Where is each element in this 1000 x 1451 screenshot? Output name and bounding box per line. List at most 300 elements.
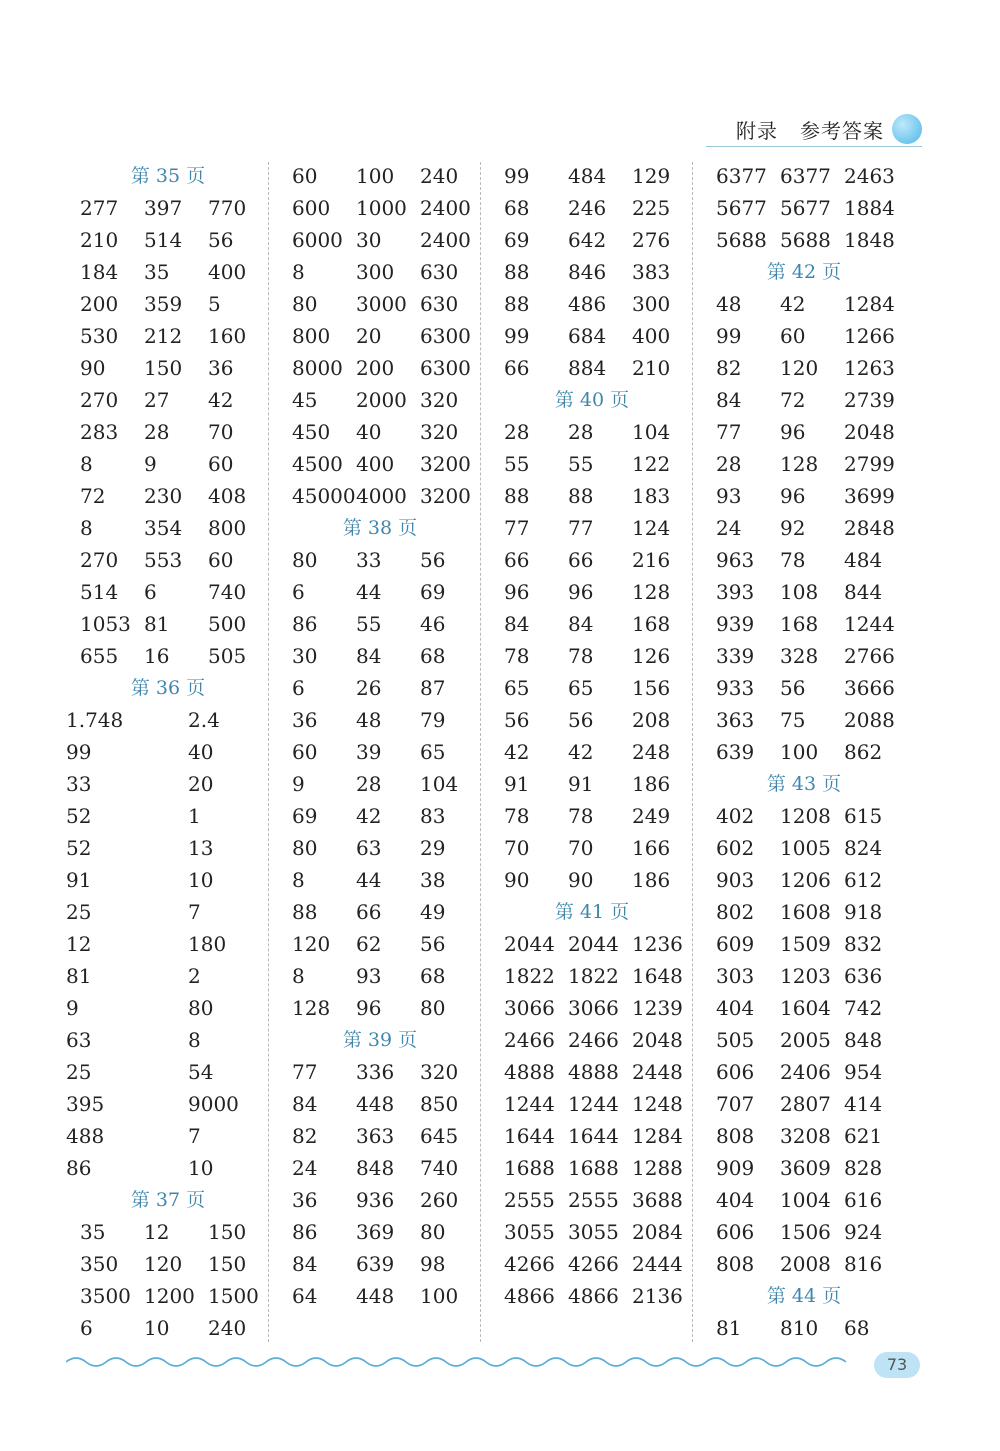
- answer-row: [66, 1056, 256, 1088]
- answer-value: 1244: [844, 612, 895, 636]
- answer-row: [292, 416, 468, 448]
- answer-row: [80, 352, 256, 384]
- answer-value: 78: [568, 804, 594, 828]
- answer-row: [292, 736, 468, 768]
- answer-row: [504, 1216, 683, 1248]
- answer-value: 69: [504, 228, 530, 252]
- answer-row: [504, 256, 680, 288]
- answer-value: 4888: [504, 1060, 555, 1084]
- bottom-wave-decoration: [66, 1352, 866, 1372]
- answer-value: 655: [80, 644, 119, 668]
- answer-value: 3200: [420, 484, 471, 508]
- answer-value: 20: [356, 324, 382, 348]
- answer-value: 530: [80, 324, 119, 348]
- answer-value: 52: [66, 804, 92, 828]
- answer-value: 91: [568, 772, 594, 796]
- answer-value: 1284: [632, 1124, 683, 1148]
- answer-value: 92: [780, 516, 806, 540]
- answer-row: [80, 320, 256, 352]
- answer-value: 70: [568, 836, 594, 860]
- answer-value: 400: [632, 324, 671, 348]
- answer-value: 70: [504, 836, 530, 860]
- answer-value: 77: [568, 516, 594, 540]
- answer-value: 88: [504, 260, 530, 284]
- answer-value: 28: [568, 420, 594, 444]
- answer-value: 484: [568, 164, 607, 188]
- answer-value: 2739: [844, 388, 895, 412]
- answer-value: 2044: [568, 932, 619, 956]
- answer-value: 150: [144, 356, 183, 380]
- answer-value: 505: [208, 644, 247, 668]
- answer-row: [504, 224, 680, 256]
- answer-row: [292, 1056, 468, 1088]
- answer-value: 88: [292, 900, 318, 924]
- answer-row: [716, 192, 895, 224]
- answer-row: [716, 1056, 892, 1088]
- answer-value: 63: [66, 1028, 92, 1052]
- answer-value: 128: [780, 452, 819, 476]
- answer-value: 64: [292, 1284, 318, 1308]
- answer-value: 6: [292, 676, 305, 700]
- answer-value: 1.748: [66, 708, 124, 732]
- answer-value: 36: [208, 356, 234, 380]
- answer-value: 1506: [780, 1220, 831, 1244]
- answer-row: [66, 704, 256, 736]
- answer-value: 10: [188, 1156, 214, 1180]
- answer-value: 918: [844, 900, 883, 924]
- answer-row: [504, 416, 680, 448]
- answer-value: 99: [716, 324, 742, 348]
- answer-row: [716, 608, 895, 640]
- answer-value: 800: [292, 324, 331, 348]
- answer-value: 514: [80, 580, 119, 604]
- answer-row: [292, 1088, 468, 1120]
- answer-row: [66, 928, 256, 960]
- answer-value: 81: [66, 964, 92, 988]
- answer-value: 80: [292, 548, 318, 572]
- answer-value: 1000: [356, 196, 407, 220]
- answer-value: 54: [188, 1060, 214, 1084]
- answer-row: [716, 384, 895, 416]
- answer-value: 450: [292, 420, 331, 444]
- answer-value: 20: [188, 772, 214, 796]
- answer-value: 128: [632, 580, 671, 604]
- answer-value: 3699: [844, 484, 895, 508]
- answer-value: 770: [208, 196, 247, 220]
- answer-value: 80: [420, 1220, 446, 1244]
- answer-value: 2463: [844, 164, 895, 188]
- answer-value: 79: [420, 708, 446, 732]
- answer-value: 6300: [420, 324, 471, 348]
- answer-row: [292, 672, 468, 704]
- answer-value: 810: [780, 1316, 819, 1340]
- answer-value: 832: [844, 932, 883, 956]
- answer-value: 27: [144, 388, 170, 412]
- answer-row: [716, 832, 892, 864]
- answer-row: [80, 448, 256, 480]
- answer-value: 248: [632, 740, 671, 764]
- answer-value: 46: [420, 612, 446, 636]
- answer-value: 1053: [80, 612, 131, 636]
- answer-value: 402: [716, 804, 755, 828]
- answer-value: 6300: [420, 356, 471, 380]
- answer-value: 395: [66, 1092, 105, 1116]
- answer-row: [504, 864, 680, 896]
- answer-value: 75: [780, 708, 806, 732]
- answer-value: 128: [292, 996, 331, 1020]
- answer-row: [292, 384, 468, 416]
- answer-value: 29: [420, 836, 446, 860]
- answer-row: [504, 1152, 683, 1184]
- answer-value: 84: [356, 644, 382, 668]
- page-heading: 第 36 页: [130, 677, 206, 699]
- answer-row: [716, 640, 895, 672]
- answer-column-3: [504, 160, 683, 1312]
- answer-row: [716, 288, 895, 320]
- answer-row: [292, 256, 468, 288]
- answer-value: 62: [356, 932, 382, 956]
- answer-value: 4866: [568, 1284, 619, 1308]
- answer-value: 6: [292, 580, 305, 604]
- answer-value: 954: [844, 1060, 883, 1084]
- answer-value: 1263: [844, 356, 895, 380]
- answer-value: 486: [568, 292, 607, 316]
- answer-value: 621: [844, 1124, 883, 1148]
- answer-column-1: [66, 160, 259, 1344]
- answer-value: 33: [356, 548, 382, 572]
- answer-value: 122: [632, 452, 671, 476]
- answer-value: 86: [292, 1220, 318, 1244]
- answer-value: 42: [780, 292, 806, 316]
- answer-value: 1203: [780, 964, 831, 988]
- answer-value: 90: [80, 356, 106, 380]
- answer-value: 70: [208, 420, 234, 444]
- answer-row: [716, 544, 892, 576]
- answer-value: 283: [80, 420, 119, 444]
- answer-value: 2000: [356, 388, 407, 412]
- answer-value: 1004: [780, 1188, 831, 1212]
- answer-column-4: [716, 160, 895, 1344]
- answer-value: 1: [188, 804, 201, 828]
- answer-value: 78: [504, 644, 530, 668]
- answer-value: 2400: [420, 196, 471, 220]
- answer-row: [504, 192, 680, 224]
- answer-value: 5: [208, 292, 221, 316]
- answer-value: 393: [716, 580, 755, 604]
- answer-value: 40: [356, 420, 382, 444]
- answer-value: 3500: [80, 1284, 131, 1308]
- answer-value: 933: [716, 676, 755, 700]
- answer-value: 81: [716, 1316, 742, 1340]
- answer-row: [66, 1024, 256, 1056]
- answer-value: 98: [420, 1252, 446, 1276]
- answer-value: 600: [292, 196, 331, 220]
- answer-value: 612: [844, 868, 883, 892]
- answer-value: 276: [632, 228, 671, 252]
- answer-row: [504, 1184, 683, 1216]
- answer-value: 68: [420, 964, 446, 988]
- answer-value: 66: [356, 900, 382, 924]
- answer-value: 230: [144, 484, 183, 508]
- answer-value: 83: [420, 804, 446, 828]
- answer-value: 68: [504, 196, 530, 220]
- answer-value: 68: [420, 644, 446, 668]
- answer-row: [292, 1184, 468, 1216]
- answer-value: 60: [292, 740, 318, 764]
- answer-value: 2: [188, 964, 201, 988]
- answer-value: 80: [420, 996, 446, 1020]
- answer-value: 383: [632, 260, 671, 284]
- answer-row: [716, 320, 895, 352]
- answer-value: 56: [568, 708, 594, 732]
- answer-value: 63: [356, 836, 382, 860]
- answer-value: 16: [144, 644, 170, 668]
- answer-value: 24: [292, 1156, 318, 1180]
- answer-value: 240: [208, 1316, 247, 1340]
- answer-value: 800: [208, 516, 247, 540]
- answer-value: 91: [66, 868, 92, 892]
- answer-value: 3055: [504, 1220, 555, 1244]
- answer-row: [716, 512, 895, 544]
- answer-value: 66: [504, 356, 530, 380]
- answer-value: 350: [80, 1252, 119, 1276]
- answer-value: 8: [292, 260, 305, 284]
- answer-value: 180: [188, 932, 227, 956]
- answer-value: 1239: [632, 996, 683, 1020]
- answer-value: 120: [292, 932, 331, 956]
- answer-value: 2406: [780, 1060, 831, 1084]
- answer-value: 200: [356, 356, 395, 380]
- answer-value: 1236: [632, 932, 683, 956]
- answer-value: 68: [844, 1316, 870, 1340]
- answer-row: [80, 512, 256, 544]
- answer-row: [66, 1152, 256, 1184]
- answer-value: 4866: [504, 1284, 555, 1308]
- answer-value: 56: [780, 676, 806, 700]
- answer-value: 77: [292, 1060, 318, 1084]
- page-heading: 第 41 页: [554, 901, 630, 923]
- answer-row: [504, 480, 680, 512]
- answer-row: [66, 800, 256, 832]
- answer-value: 96: [568, 580, 594, 604]
- answer-row: [66, 896, 256, 928]
- answer-value: 808: [716, 1124, 755, 1148]
- answer-value: 3055: [568, 1220, 619, 1244]
- answer-value: 742: [844, 996, 883, 1020]
- answer-value: 1244: [568, 1092, 619, 1116]
- answer-row: [716, 480, 895, 512]
- answer-row: [292, 544, 468, 576]
- answer-value: 240: [420, 164, 459, 188]
- answer-value: 168: [780, 612, 819, 636]
- page-heading: 第 39 页: [342, 1029, 418, 1051]
- answer-value: 2466: [504, 1028, 555, 1052]
- answer-value: 65: [568, 676, 594, 700]
- answer-value: 1005: [780, 836, 831, 860]
- page-heading: 第 40 页: [554, 389, 630, 411]
- answer-value: 56: [420, 548, 446, 572]
- answer-value: 108: [780, 580, 819, 604]
- answer-value: 99: [504, 324, 530, 348]
- answer-row: [292, 640, 468, 672]
- answer-row: [504, 320, 680, 352]
- answer-value: 354: [144, 516, 183, 540]
- answer-value: 24: [716, 516, 742, 540]
- answer-value: 448: [356, 1284, 395, 1308]
- answer-value: 87: [420, 676, 446, 700]
- answer-value: 369: [356, 1220, 395, 1244]
- answer-value: 82: [292, 1124, 318, 1148]
- answer-value: 49: [420, 900, 446, 924]
- answer-value: 55: [356, 612, 382, 636]
- answer-value: 42: [504, 740, 530, 764]
- answer-value: 2048: [632, 1028, 683, 1052]
- answer-value: 28: [144, 420, 170, 444]
- answer-value: 9: [144, 452, 157, 476]
- answer-row: [716, 704, 895, 736]
- answer-value: 28: [504, 420, 530, 444]
- answer-value: 100: [420, 1284, 459, 1308]
- answer-row: [80, 544, 256, 576]
- answer-row: [80, 640, 256, 672]
- answer-value: 8: [292, 868, 305, 892]
- answer-value: 78: [780, 548, 806, 572]
- answer-value: 3066: [504, 996, 555, 1020]
- answer-value: 6000: [292, 228, 343, 252]
- answer-value: 408: [208, 484, 247, 508]
- answer-value: 602: [716, 836, 755, 860]
- header-appendix-label: 附录: [736, 118, 778, 143]
- answer-value: 404: [716, 996, 755, 1020]
- answer-row: [716, 928, 892, 960]
- answer-value: 328: [780, 644, 819, 668]
- answer-value: 5688: [780, 228, 831, 252]
- answer-value: 3000: [356, 292, 407, 316]
- answer-value: 639: [356, 1252, 395, 1276]
- answer-row: [504, 736, 680, 768]
- answer-value: 3200: [420, 452, 471, 476]
- answer-value: 500: [208, 612, 247, 636]
- answer-value: 99: [66, 740, 92, 764]
- column-divider-3: [692, 162, 693, 1342]
- answer-value: 359: [144, 292, 183, 316]
- answer-row: [292, 800, 468, 832]
- answer-value: 88: [504, 292, 530, 316]
- answer-value: 606: [716, 1220, 755, 1244]
- answer-row: [716, 672, 895, 704]
- answer-value: 40: [188, 740, 214, 764]
- answer-value: 514: [144, 228, 183, 252]
- answer-value: 56: [420, 932, 446, 956]
- answer-value: 884: [568, 356, 607, 380]
- answer-value: 8: [292, 964, 305, 988]
- answer-value: 300: [632, 292, 671, 316]
- answer-row: [504, 1056, 683, 1088]
- answer-value: 1688: [568, 1156, 619, 1180]
- answer-value: 963: [716, 548, 755, 572]
- answer-value: 6: [144, 580, 157, 604]
- answer-value: 260: [420, 1188, 459, 1212]
- answer-value: 3066: [568, 996, 619, 1020]
- answer-value: 2008: [780, 1252, 831, 1276]
- answer-value: 1604: [780, 996, 831, 1020]
- answer-value: 42: [356, 804, 382, 828]
- answer-value: 2555: [504, 1188, 555, 1212]
- answer-value: 60: [208, 548, 234, 572]
- answer-value: 72: [780, 388, 806, 412]
- answer-row: [292, 928, 468, 960]
- answer-row: [292, 288, 468, 320]
- answer-value: 168: [632, 612, 671, 636]
- answer-value: 72: [80, 484, 106, 508]
- answer-value: 400: [208, 260, 247, 284]
- answer-row: [716, 1120, 892, 1152]
- header-ball-icon: [892, 114, 922, 144]
- page-heading: 第 43 页: [766, 773, 842, 795]
- answer-value: 939: [716, 612, 755, 636]
- answer-value: 1200: [144, 1284, 195, 1308]
- answer-value: 645: [420, 1124, 459, 1148]
- answer-value: 42: [208, 388, 234, 412]
- answer-value: 2400: [420, 228, 471, 252]
- answer-row: [504, 1120, 683, 1152]
- answer-value: 84: [568, 612, 594, 636]
- answer-row: [504, 1088, 683, 1120]
- answer-row: [504, 960, 683, 992]
- answer-value: 48: [716, 292, 742, 316]
- answer-row: [292, 160, 468, 192]
- answer-value: 30: [292, 644, 318, 668]
- answer-row: [716, 736, 892, 768]
- answer-value: 404: [716, 1188, 755, 1212]
- answer-value: 104: [632, 420, 671, 444]
- answer-value: 9000: [188, 1092, 239, 1116]
- answer-row: [504, 544, 680, 576]
- answer-row: [716, 160, 895, 192]
- answer-row: [80, 256, 256, 288]
- answer-value: 8: [80, 516, 93, 540]
- answer-value: 65: [504, 676, 530, 700]
- answer-row: [504, 928, 683, 960]
- answer-row: [292, 480, 471, 512]
- answer-row: [504, 640, 680, 672]
- answer-value: 86: [292, 612, 318, 636]
- answer-value: 8: [80, 452, 93, 476]
- answer-value: 2444: [632, 1252, 683, 1276]
- answer-row: [292, 896, 468, 928]
- answer-value: 505: [716, 1028, 755, 1052]
- answer-value: 2005: [780, 1028, 831, 1052]
- answer-value: 65: [420, 740, 446, 764]
- answer-value: 609: [716, 932, 755, 956]
- answer-value: 6377: [780, 164, 831, 188]
- answer-row: [716, 1312, 892, 1344]
- answer-row: [66, 1088, 256, 1120]
- answer-value: 2048: [844, 420, 895, 444]
- answer-value: 99: [504, 164, 530, 188]
- answer-row: [66, 832, 256, 864]
- answer-row: [80, 608, 256, 640]
- answer-value: 336: [356, 1060, 395, 1084]
- header-underline: [706, 146, 922, 147]
- page-heading: 第 38 页: [342, 517, 418, 539]
- answer-value: 8000: [292, 356, 343, 380]
- answer-value: 84: [504, 612, 530, 636]
- answer-row: [80, 480, 256, 512]
- page-number: 73: [874, 1352, 920, 1378]
- answer-value: 339: [716, 644, 755, 668]
- answer-row: [504, 1024, 683, 1056]
